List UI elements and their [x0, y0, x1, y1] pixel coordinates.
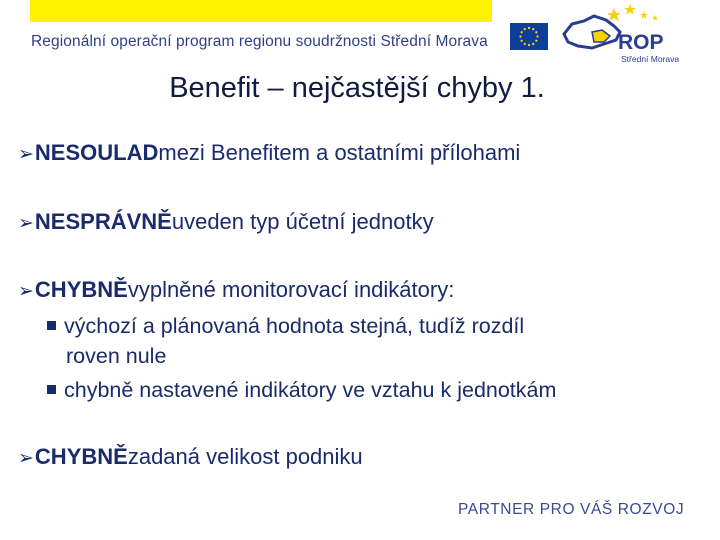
- eu-star-icon: [535, 31, 537, 33]
- eu-star-icon: [532, 43, 534, 45]
- sub-bullet-item: výchozí a plánovaná hodnota stejná, tudíž rozdíl: [47, 314, 524, 339]
- eu-star-icon: [524, 43, 526, 45]
- eu-star-icon: [521, 40, 523, 42]
- arrow-bullet-icon: ➢: [18, 280, 34, 302]
- footer-slogan: PARTNER PRO VÁŠ ROZVOJ: [458, 501, 685, 518]
- sub-bullet-continuation: roven nule: [66, 344, 167, 368]
- eu-star-icon: [536, 35, 538, 37]
- eu-star-icon: [524, 28, 526, 30]
- rop-logo-subtext: Střední Morava: [621, 54, 680, 64]
- eu-flag-icon: [510, 23, 548, 50]
- eu-star-icon: [532, 28, 534, 30]
- bullet-item: ➢ NESPRÁVNĚ uveden typ účetní jednotky: [18, 209, 434, 234]
- rop-logo: [558, 2, 680, 72]
- rop-logo-text: ROP: [618, 31, 664, 54]
- sub-bullet-item: chybně nastavené indikátory ve vztahu k jednotkám: [47, 378, 556, 403]
- eu-star-icon: [535, 40, 537, 42]
- slide-title: Benefit – nejčastější chyby 1.: [169, 72, 545, 104]
- bullet-item: ➢ CHYBNĚ zadaná velikost podniku: [18, 444, 363, 469]
- eu-star-icon: [528, 44, 530, 46]
- arrow-bullet-icon: ➢: [18, 143, 34, 165]
- eu-star-icon: [519, 35, 521, 37]
- arrow-bullet-icon: ➢: [18, 447, 34, 469]
- bullet-item: ➢ NESOULAD mezi Benefitem a ostatními přílohami: [18, 140, 521, 165]
- header-accent-bar: [30, 0, 492, 22]
- eu-star-icon: [521, 31, 523, 33]
- eu-star-icon: [528, 27, 530, 29]
- program-name: Regionální operační program regionu soudržnosti Střední Morava: [31, 33, 488, 50]
- square-bullet-icon: [47, 321, 56, 330]
- arrow-bullet-icon: ➢: [18, 212, 34, 234]
- square-bullet-icon: [47, 385, 56, 394]
- bullet-item: ➢ CHYBNĚ vyplněné monitorovací indikátory:: [18, 277, 455, 302]
